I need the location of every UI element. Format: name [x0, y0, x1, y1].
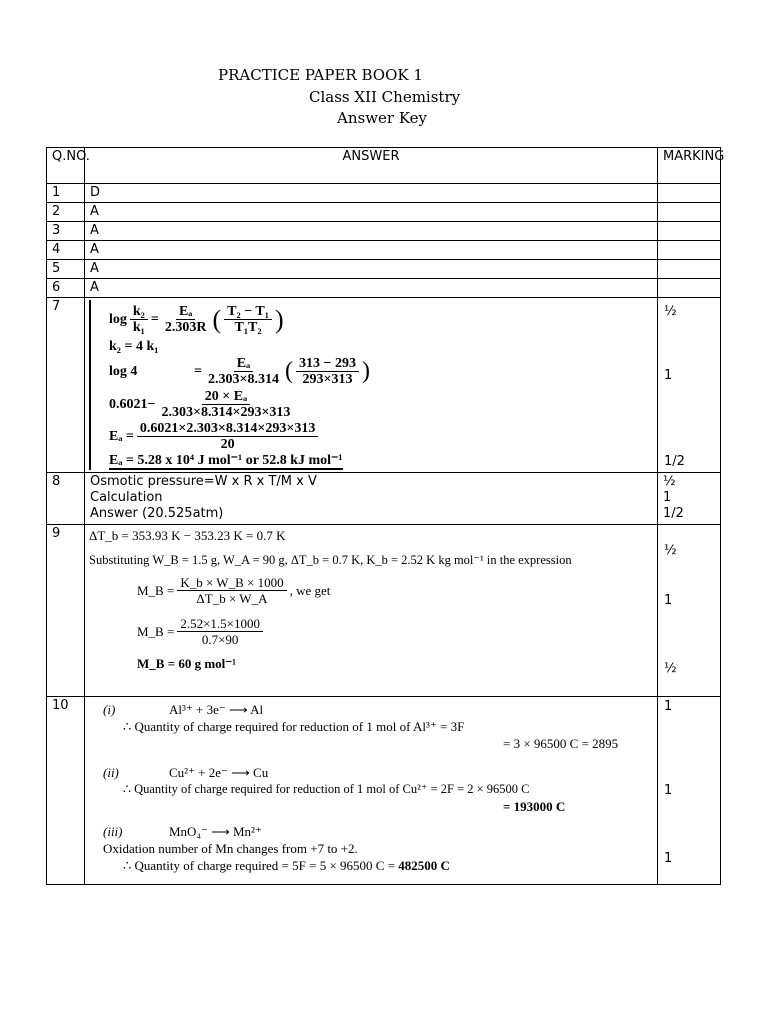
marking-cell [658, 222, 721, 241]
q8-line: Osmotic pressure=W x R x T/M x V [90, 474, 317, 489]
table-row [47, 184, 721, 203]
q10-iii-text2: ∴ Quantity of charge required = 5F = 5 × 96500 C = [123, 858, 396, 873]
answer-cell-q7 [85, 298, 658, 473]
q10-i-text: ∴ Quantity of charge required for reduction of 1 mol of Al³⁺ = 3F [123, 719, 465, 734]
q10-iii-text1: Oxidation number of Mn changes from +7 to +2. [103, 841, 358, 856]
marking-cell-q10 [658, 697, 721, 885]
q7-eq1-lhs: log [109, 311, 127, 327]
mark: 1 [664, 699, 673, 714]
marking-cell-q8 [658, 473, 721, 525]
q7-eq3-pden: 293×313 [302, 371, 353, 387]
q8-line: Answer (20.525atm) [90, 506, 224, 521]
qno-cell: 10 [47, 697, 85, 885]
q7-eq5-num: 0.6021×2.303×8.314×293×313 [137, 421, 318, 437]
answer-cell: A [85, 260, 658, 279]
answer-key-heading: Answer Key [337, 109, 427, 127]
marking-cell-q9 [658, 525, 721, 697]
mark: 1 [664, 851, 673, 866]
answer-cell-q9 [85, 525, 658, 697]
q10-iii-label: (iii) [103, 824, 123, 839]
q9-result: M_B = 60 g mol⁻¹ [137, 656, 237, 671]
paper-title: PRACTICE PAPER BOOK 1 [218, 66, 423, 84]
qno-header: Q.NO. [47, 148, 85, 184]
q10-ii-eq: Cu²⁺ + 2e⁻ ⟶ Cu [169, 765, 269, 780]
table-row-q8 [47, 473, 721, 525]
q10-iii-result: 482500 C [398, 858, 450, 873]
marking-cell-q7 [658, 298, 721, 473]
mark: 1 [663, 490, 672, 505]
q7-eq4-num: 20 × Eₐ [202, 389, 250, 405]
q7-eq5-lhs: Eₐ = [109, 428, 134, 444]
marking-header: MARKING [658, 148, 721, 184]
q7-eq4-lhs: 0.6021− [109, 396, 156, 412]
qno-cell: 7 [47, 298, 85, 473]
table-row [47, 222, 721, 241]
qno-cell: 4 [47, 241, 85, 260]
q9-f1-tail: , we get [289, 582, 331, 598]
q7-eq3-lhs: log 4 [109, 363, 138, 379]
q9-f2-num: 2.52×1.5×1000 [177, 616, 263, 632]
answer-cell-q10 [85, 697, 658, 885]
table-header-row [47, 148, 721, 184]
q10-i-result: = 3 × 96500 C = 2895 [503, 736, 619, 751]
q7-eq3-fnum: Eₐ [234, 356, 253, 372]
q7-eq3-fden: 2.303×8.314 [207, 371, 279, 387]
mark: 1 [664, 783, 673, 798]
table-row [47, 203, 721, 222]
q9-working [89, 527, 653, 672]
q10-i-label: (i) [103, 702, 116, 717]
mark: 1 [664, 593, 673, 608]
q7-eq1-pden: T₁T₂ [234, 319, 262, 335]
q7-eq1-fnum: Eₐ [176, 304, 195, 320]
answer-cell: A [85, 279, 658, 298]
answer-header: ANSWER [85, 148, 658, 184]
mark: 1/2 [664, 454, 685, 469]
class-subtitle: Class XII Chemistry [309, 88, 461, 106]
q10-ii-result: = 193000 C [503, 799, 566, 814]
answer-cell: A [85, 222, 658, 241]
answer-cell-q8 [85, 473, 658, 525]
answer-cell: A [85, 203, 658, 222]
qno-cell: 6 [47, 279, 85, 298]
q7-eq2: k₂ = 4 k₁ [109, 339, 159, 354]
table-row-q7 [47, 298, 721, 473]
mark: 1 [664, 368, 673, 383]
table-row [47, 279, 721, 298]
q7-eq1-den: k₁ [132, 319, 145, 335]
q10-ii-text: ∴ Quantity of charge required for reduction of 1 mol of Cu²⁺ = 2F = 2 × 96500 C [123, 782, 530, 796]
q10-i-eq: Al³⁺ + 3e⁻ ⟶ Al [169, 702, 264, 717]
mark: ½ [663, 474, 676, 489]
marking-cell [658, 279, 721, 298]
mark: ½ [664, 304, 677, 319]
qno-cell: 1 [47, 184, 85, 203]
qno-cell: 3 [47, 222, 85, 241]
q9-f2-lhs: M_B = [137, 623, 175, 639]
answer-cell: A [85, 241, 658, 260]
q7-eq1-num: k₂ [130, 304, 148, 320]
mark: 1/2 [663, 506, 684, 521]
qno-cell: 5 [47, 260, 85, 279]
q10-iii-eq: MnO₄⁻ ⟶ Mn²⁺ [169, 824, 262, 839]
answer-cell: D [85, 184, 658, 203]
qno-cell: 9 [47, 525, 85, 697]
q10-working [89, 701, 653, 874]
q9-line1: ΔT_b = 353.93 K − 353.23 K = 0.7 K [89, 528, 286, 543]
q7-eq1-mid: = [150, 311, 159, 327]
marking-cell [658, 184, 721, 203]
q10-ii-label: (ii) [103, 765, 119, 780]
q7-eq3-pnum: 313 − 293 [296, 356, 359, 372]
q7-eq4-den: 2.303×8.314×293×313 [161, 404, 291, 420]
q9-f1-num: K_b × W_B × 1000 [177, 575, 286, 591]
q9-f1-den: ΔT_b × W_A [196, 590, 268, 606]
table-row [47, 241, 721, 260]
marking-cell [658, 241, 721, 260]
qno-cell: 8 [47, 473, 85, 525]
mark: ½ [664, 543, 677, 558]
q7-eq1-pnum: T₂ − T₁ [224, 304, 272, 320]
q9-f2-den: 0.7×90 [201, 631, 239, 647]
q9-line2: Substituting W_B = 1.5 g, W_A = 90 g, ΔT_b = 0.7 K, K_b = 2.52 K kg mol⁻¹ in the expression [89, 553, 572, 567]
marking-cell [658, 260, 721, 279]
answer-key-table [46, 147, 725, 885]
mark: ½ [664, 661, 677, 676]
table-row [47, 260, 721, 279]
table-row-q9 [47, 525, 721, 697]
q7-eq1-fden: 2.303R [164, 319, 207, 335]
q9-f1-lhs: M_B = [137, 582, 175, 598]
qno-cell: 2 [47, 203, 85, 222]
table-row-q10 [47, 697, 721, 885]
q7-eq6: Eₐ = 5.28 x 10⁴ J mol⁻¹ or 52.8 kJ mol⁻¹ [109, 453, 343, 468]
marking-cell [658, 203, 721, 222]
q8-line: Calculation [90, 490, 163, 505]
q7-eq5-den: 20 [220, 436, 235, 452]
q7-working: log $\frac{\text{k₂}}{\text{k₁}}$ = $\frac{\text{Eₐ}}{2.303R}$ ( $\frac{\text{T₂ − T₁}}{\text{T₁T₂}}$ ) k₂ = 4 k₁ log 4 = $\frac{\text{Eₐ}}{2.303\times 8.314}$ ( $\frac{313 - 293}{293\times 313}$ ) 0.6021− $\frac{\text{20 × Eₐ}}{2.303\times 8.314\times 293\times 313}$ Eₐ = $\frac{0.6021\times 2.303\times 8.314\times 293\times 313}{20}$ Eₐ = 5.28 x 10⁴ J mol⁻¹ or 52.8 kJ mol⁻¹ [89, 300, 653, 470]
